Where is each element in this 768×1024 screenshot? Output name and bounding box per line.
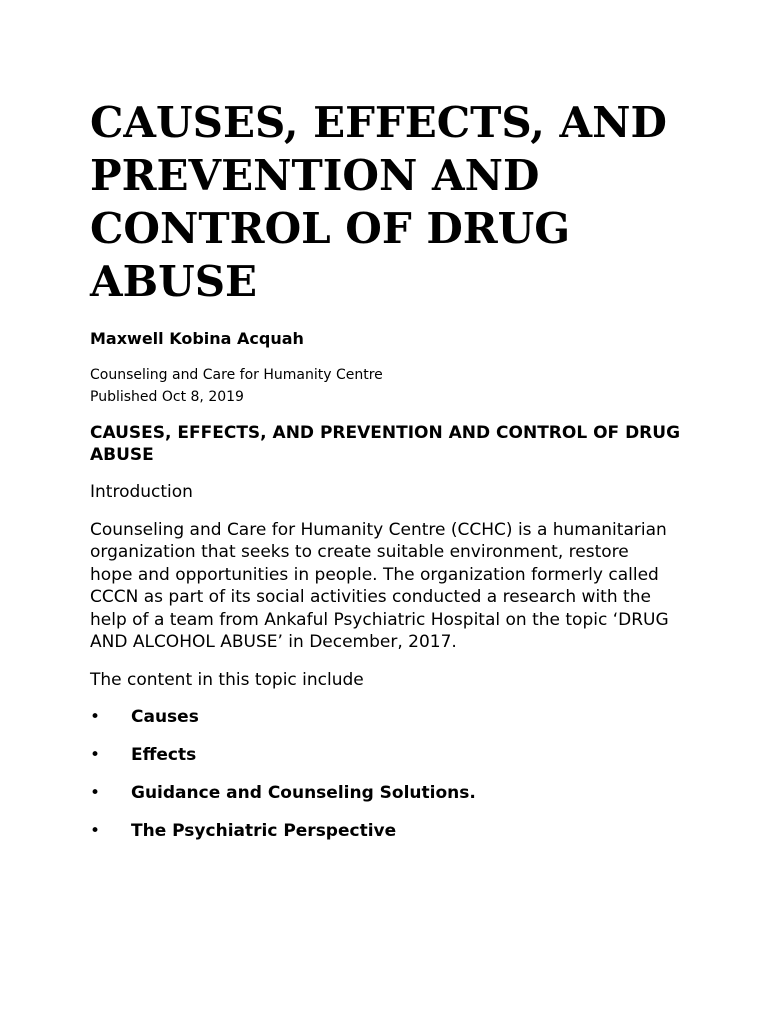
topic-label: Effects [131,745,197,765]
list-item [90,820,690,842]
document-title: CAUSES, EFFECTS, AND PREVENTION AND CONTROL OF DRUG ABUSE [90,98,667,306]
topic-list [90,706,690,842]
list-item [90,744,690,766]
content-lead: The content in this topic include [90,669,364,690]
topic-label: The Psychiatric Perspective [131,821,397,841]
organization-name: Counseling and Care for Humanity Centre [90,367,383,383]
published-date: Published Oct 8, 2019 [90,389,244,405]
topic-label: Causes [131,707,199,727]
list-item [90,782,690,804]
section-title: CAUSES, EFFECTS, AND PREVENTION AND CONTROL OF DRUG ABUSE [90,423,681,465]
topic-label: Guidance and Counseling Solutions. [131,783,476,803]
list-item [90,706,690,728]
author-name: Maxwell Kobina Acquah [90,329,304,348]
bullet-icon: • [90,821,101,841]
bullet-icon: • [90,783,101,803]
publication-meta [90,364,690,408]
document-page [90,96,690,858]
intro-heading: Introduction [90,482,193,502]
bullet-icon: • [90,707,101,727]
intro-paragraph: Counseling and Care for Humanity Centre (CCHC) is a humanitarian organization that seeks to create suitable environment, restore hope and opportunities in people. The organization formerly called CCCN as part of its social activities conducted a research with the help of a team from Ankaful Psychiatric Hospital on the topic ‘DRUG AND ALCOHOL ABUSE’ in December, 2017. [90,519,669,652]
bullet-icon: • [90,745,101,765]
